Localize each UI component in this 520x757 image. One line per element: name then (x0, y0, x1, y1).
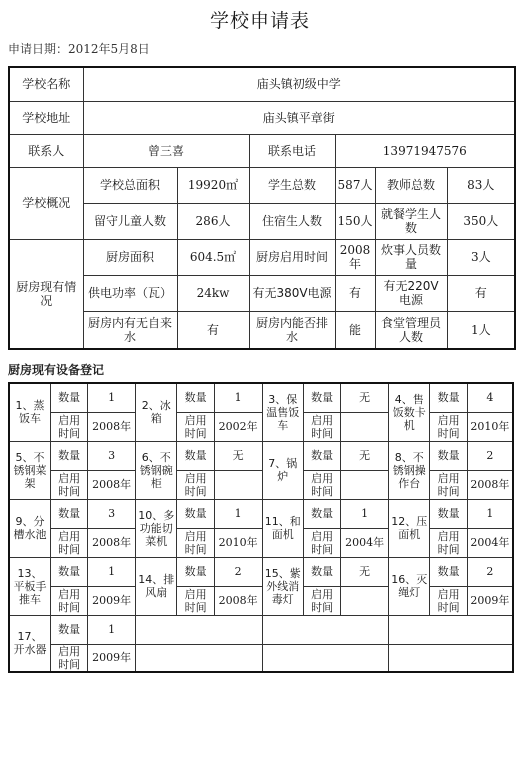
form-title: 学校申请表 (209, 10, 310, 32)
empty-cell (389, 644, 514, 672)
v220-label: 有无220V电源 (375, 275, 447, 311)
total-teachers-label: 教师总数 (375, 167, 447, 203)
kitchen-label: 厨房现有情况 (9, 239, 83, 349)
equipment-9-qty-value: 3 (88, 499, 136, 528)
equipment-1-year-value: 2008年 (88, 412, 136, 441)
v220-value: 有 (447, 275, 515, 311)
kitchen-area-value: 604.5㎡ (177, 239, 249, 275)
equipment-5-year-value: 2008年 (88, 470, 136, 499)
left-behind-value: 286人 (177, 203, 249, 239)
empty-cell (262, 615, 389, 644)
school-info-table (8, 66, 516, 350)
equipment-8-year-label: 启用时间 (430, 470, 467, 499)
equipment-12-year-label: 启用时间 (430, 528, 467, 557)
contact-label: 联系人 (9, 134, 83, 167)
equipment-9-year-label: 启用时间 (50, 528, 87, 557)
equipment-10-name: 10、多功能切菜机 (136, 499, 177, 557)
equipment-11-year-value: 2004年 (341, 528, 389, 557)
equipment-8-qty-label: 数量 (430, 441, 467, 470)
equipment-10-year-value: 2010年 (214, 528, 262, 557)
equipment-15-qty-label: 数量 (303, 557, 340, 586)
dining-label: 就餐学生人数 (375, 203, 447, 239)
equipment-4-qty-label: 数量 (430, 383, 467, 412)
kitchen-year-value: 2008年 (335, 239, 375, 275)
v380-label: 有无380V电源 (249, 275, 335, 311)
equipment-section-title: 厨房现有设备登记 (8, 363, 105, 377)
equipment-3-qty-value: 无 (341, 383, 389, 412)
equipment-2-qty-value: 1 (214, 383, 262, 412)
equipment-12-qty-value: 1 (467, 499, 513, 528)
school-name-label: 学校名称 (9, 67, 83, 101)
equipment-7-year-value (341, 470, 389, 499)
school-name-value: 庙头镇初级中学 (83, 67, 515, 101)
equipment-6-name: 6、不锈钢碗柜 (136, 441, 177, 499)
empty-cell (136, 644, 263, 672)
equipment-5-year-label: 启用时间 (50, 470, 87, 499)
dining-value: 350人 (447, 203, 515, 239)
phone-label: 联系电话 (249, 134, 335, 167)
cooks-value: 3人 (447, 239, 515, 275)
equipment-13-qty-label: 数量 (50, 557, 87, 586)
equipment-6-year-label: 启用时间 (177, 470, 214, 499)
equipment-7-year-label: 启用时间 (303, 470, 340, 499)
phone-value: 13971947576 (335, 134, 515, 167)
school-address-label: 学校地址 (9, 101, 83, 134)
equipment-1-year-label: 启用时间 (50, 412, 87, 441)
total-area-value: 19920㎡ (177, 167, 249, 203)
equipment-1-qty-value: 1 (88, 383, 136, 412)
equipment-14-year-label: 启用时间 (177, 586, 214, 615)
equipment-4-year-label: 启用时间 (430, 412, 467, 441)
equipment-14-year-value: 2008年 (214, 586, 262, 615)
tap-water-value: 有 (177, 311, 249, 349)
equipment-9-year-value: 2008年 (88, 528, 136, 557)
equipment-9-name: 9、分槽水池 (9, 499, 50, 557)
tap-water-label: 厨房内有无自来水 (83, 311, 177, 349)
empty-cell (389, 615, 514, 644)
equipment-13-year-label: 启用时间 (50, 586, 87, 615)
equipment-5-qty-label: 数量 (50, 441, 87, 470)
overview-label: 学校概况 (9, 167, 83, 239)
equipment-4-qty-value: 4 (467, 383, 513, 412)
kitchen-area-label: 厨房面积 (83, 239, 177, 275)
equipment-10-qty-label: 数量 (177, 499, 214, 528)
equipment-13-year-value: 2009年 (88, 586, 136, 615)
equipment-12-name: 12、压面机 (389, 499, 430, 557)
equipment-16-name: 16、灭绳灯 (389, 557, 430, 615)
equipment-7-qty-value: 无 (341, 441, 389, 470)
total-students-label: 学生总数 (249, 167, 335, 203)
equipment-16-year-label: 启用时间 (430, 586, 467, 615)
equipment-16-qty-value: 2 (467, 557, 513, 586)
equipment-17-year-label: 启用时间 (50, 644, 87, 672)
equipment-11-qty-value: 1 (341, 499, 389, 528)
equipment-11-name: 11、和面机 (262, 499, 303, 557)
power-value: 24kw (177, 275, 249, 311)
boarding-label: 住宿生人数 (249, 203, 335, 239)
equipment-17-year-value: 2009年 (88, 644, 136, 672)
equipment-9-qty-label: 数量 (50, 499, 87, 528)
equipment-3-name: 3、保温售饭车 (262, 383, 303, 441)
equipment-15-name: 15、紫外线消毒灯 (262, 557, 303, 615)
application-date: 申请日期：2012年5月8日 (8, 42, 150, 56)
equipment-11-year-label: 启用时间 (303, 528, 340, 557)
equipment-1-name: 1、蒸饭车 (9, 383, 50, 441)
empty-cell (262, 644, 389, 672)
total-teachers-value: 83人 (447, 167, 515, 203)
equipment-11-qty-label: 数量 (303, 499, 340, 528)
equipment-14-qty-value: 2 (214, 557, 262, 586)
equipment-10-year-label: 启用时间 (177, 528, 214, 557)
cooks-label: 炊事人员数量 (375, 239, 447, 275)
equipment-8-year-value: 2008年 (467, 470, 513, 499)
equipment-6-qty-value: 无 (214, 441, 262, 470)
total-students-value: 587人 (335, 167, 375, 203)
equipment-14-qty-label: 数量 (177, 557, 214, 586)
total-area-label: 学校总面积 (83, 167, 177, 203)
managers-value: 1人 (447, 311, 515, 349)
equipment-15-year-label: 启用时间 (303, 586, 340, 615)
equipment-5-name: 5、不锈钢菜架 (9, 441, 50, 499)
contact-value: 曾三喜 (83, 134, 249, 167)
equipment-16-year-value: 2009年 (467, 586, 513, 615)
equipment-1-qty-label: 数量 (50, 383, 87, 412)
equipment-7-name: 7、锅炉 (262, 441, 303, 499)
power-label: 供电功率（瓦） (83, 275, 177, 311)
equipment-2-year-value: 2002年 (214, 412, 262, 441)
equipment-13-qty-value: 1 (88, 557, 136, 586)
equipment-12-qty-label: 数量 (430, 499, 467, 528)
equipment-table (8, 382, 514, 673)
equipment-2-name: 2、冰箱 (136, 383, 177, 441)
equipment-17-qty-label: 数量 (50, 615, 87, 644)
equipment-4-year-value: 2010年 (467, 412, 513, 441)
equipment-15-year-value (341, 586, 389, 615)
drainage-value: 能 (335, 311, 375, 349)
equipment-8-qty-value: 2 (467, 441, 513, 470)
left-behind-label: 留守儿童人数 (83, 203, 177, 239)
equipment-4-name: 4、售饭数卡机 (389, 383, 430, 441)
equipment-3-qty-label: 数量 (303, 383, 340, 412)
equipment-8-name: 8、不锈钢操作台 (389, 441, 430, 499)
equipment-5-qty-value: 3 (88, 441, 136, 470)
equipment-3-year-label: 启用时间 (303, 412, 340, 441)
equipment-7-qty-label: 数量 (303, 441, 340, 470)
v380-value: 有 (335, 275, 375, 311)
kitchen-year-label: 厨房启用时间 (249, 239, 335, 275)
equipment-3-year-value (341, 412, 389, 441)
equipment-6-qty-label: 数量 (177, 441, 214, 470)
empty-cell (136, 615, 263, 644)
equipment-17-qty-value: 1 (88, 615, 136, 644)
equipment-17-name: 17、开水器 (9, 615, 50, 672)
managers-label: 食堂管理员人数 (375, 311, 447, 349)
boarding-value: 150人 (335, 203, 375, 239)
drainage-label: 厨房内能否排水 (249, 311, 335, 349)
equipment-16-qty-label: 数量 (430, 557, 467, 586)
equipment-12-year-value: 2004年 (467, 528, 513, 557)
school-address-value: 庙头镇平章街 (83, 101, 515, 134)
equipment-6-year-value (214, 470, 262, 499)
equipment-15-qty-value: 无 (341, 557, 389, 586)
equipment-13-name: 13、平板手推车 (9, 557, 50, 615)
equipment-14-name: 14、排风扇 (136, 557, 177, 615)
equipment-10-qty-value: 1 (214, 499, 262, 528)
equipment-2-year-label: 启用时间 (177, 412, 214, 441)
equipment-2-qty-label: 数量 (177, 383, 214, 412)
